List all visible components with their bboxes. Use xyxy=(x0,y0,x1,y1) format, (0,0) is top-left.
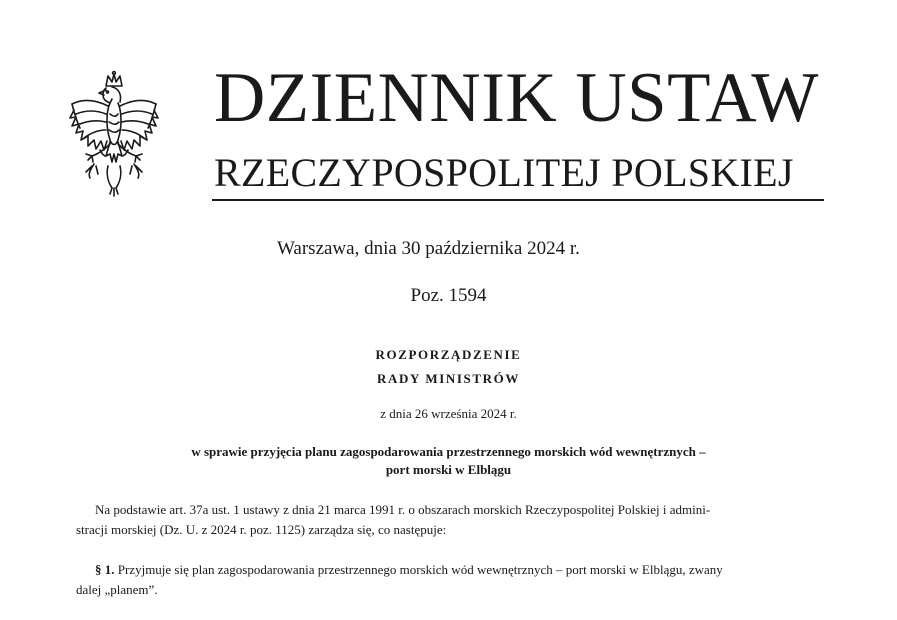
journal-subtitle: RZECZYPOSPOLITEJ POLSKIEJ xyxy=(214,150,794,195)
polish-white-eagle-emblem-icon xyxy=(66,70,162,198)
paragraph-line: dalej „planem”. xyxy=(76,582,158,597)
paragraph-text: Na podstawie art. 37a ust. 1 ustawy z dnia 21 marca 1991 r. o obszarach morskich Rzeczypospolitej Polskiej i admini- xyxy=(95,502,711,517)
paragraph-text: Przyjmuje się plan zagospodarowania przestrzennego morskich wód wewnętrznych – port morski w Elblągu, zwany xyxy=(117,562,723,577)
act-date: z dnia 26 września 2024 r. xyxy=(380,406,517,421)
masthead-divider xyxy=(212,199,824,201)
publication-place-date: Warszawa, dnia 30 października 2024 r. xyxy=(277,238,580,259)
journal-title: DZIENNIK USTAW xyxy=(214,59,819,137)
position-number: Poz. 1594 xyxy=(410,285,487,306)
act-subject-line: port morski w Elblągu xyxy=(385,462,512,477)
paragraph-line: stracji morskiej (Dz. U. z 2024 r. poz. 1125) zarządza się, co następuje: xyxy=(76,522,447,537)
act-subject-line: w sprawie przyjęcia planu zagospodarowania przestrzennego morskich wód wewnętrznych – xyxy=(191,444,706,459)
section-number: § 1. xyxy=(95,562,115,577)
section-1-paragraph xyxy=(76,560,826,600)
act-type-heading: ROZPORZĄDZENIE xyxy=(375,347,522,362)
act-issuer-heading: RADY MINISTRÓW xyxy=(377,371,520,386)
act-subject xyxy=(0,443,897,479)
paragraph-line xyxy=(76,500,826,520)
legal-basis-paragraph xyxy=(76,500,826,540)
paragraph-line xyxy=(76,560,826,580)
